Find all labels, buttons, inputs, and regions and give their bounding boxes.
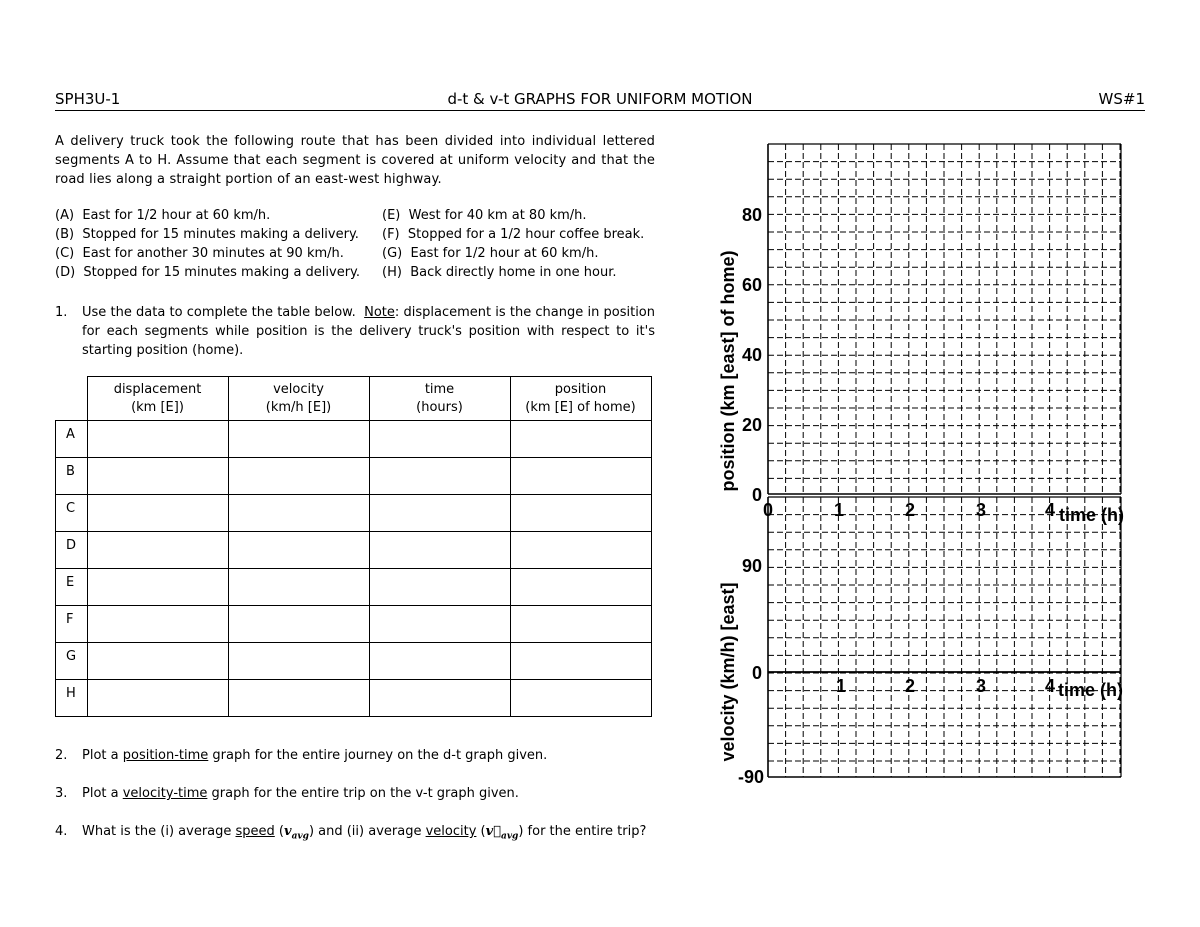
velocity-symbol: $v⃗_{avg}$: [485, 824, 519, 842]
col-displacement: displacement (km [E]): [87, 377, 228, 421]
table-row: E: [56, 569, 652, 606]
vt-x-tick: 3: [975, 676, 987, 696]
page-header: [55, 90, 1145, 111]
vt-graph-grid[interactable]: [768, 497, 1121, 777]
dt-x-tick: 1: [833, 500, 845, 520]
table-row: G: [56, 643, 652, 680]
question-2: 2. Plot a position-time graph for the entire journey on the d-t graph given.: [55, 748, 548, 763]
dt-y-tick: 60: [741, 275, 762, 295]
segment-b: (B) Stopped for 15 minutes making a delivery.: [55, 227, 359, 242]
segment-d: (D) Stopped for 15 minutes making a delivery.: [55, 265, 361, 280]
dt-y-tick: 80: [741, 205, 762, 225]
segment-f: (F) Stopped for a 1/2 hour coffee break.: [382, 227, 645, 242]
dt-y-axis-label: position (km [east] of home): [718, 250, 738, 492]
dt-x-tick: 4: [1044, 500, 1056, 520]
col-velocity: velocity (km/h [E]): [228, 377, 369, 421]
graphs: [700, 135, 1140, 785]
table-row: B: [56, 458, 652, 495]
dt-x-axis-label: time (h): [1059, 505, 1124, 525]
table-row: A: [56, 421, 652, 458]
vt-x-tick: 1: [835, 676, 847, 696]
question-3: 3. Plot a velocity-time graph for the entire trip on the v-t graph given.: [55, 786, 519, 801]
col-time: time (hours): [369, 377, 510, 421]
col-position: position (km [E] of home): [510, 377, 651, 421]
vt-y-tick: 0: [751, 663, 762, 683]
segment-a: (A) East for 1/2 hour at 60 km/h.: [55, 208, 271, 223]
segment-h: (H) Back directly home in one hour.: [382, 265, 617, 280]
table-row: F: [56, 606, 652, 643]
course-code: SPH3U-1: [55, 90, 121, 108]
worksheet-title: d-t & v-t GRAPHS FOR UNIFORM MOTION: [447, 90, 753, 108]
question-4: 4. What is the (i) average speed $(v_{avg})$ and (ii) average velocity $(v⃗_{avg})$ for the entire trip?: [55, 824, 647, 842]
question-1: 1. Use the data to complete the table below. Note: displacement is the change in position for each segments while position is the delivery truck's position with respect to it's starting position (home).: [55, 305, 655, 358]
dt-y-tick: 40: [741, 345, 762, 365]
segment-c: (C) East for another 30 minutes at 90 km/h.: [55, 246, 344, 261]
vt-y-tick: -90: [737, 767, 764, 785]
sheet-number: WS#1: [1098, 90, 1145, 108]
table-row: C: [56, 495, 652, 532]
dt-x-tick: 2: [904, 500, 916, 520]
dt-y-tick: 20: [741, 415, 762, 435]
dt-y-tick: 0: [751, 485, 762, 505]
vt-y-tick: 90: [741, 556, 762, 576]
segment-g: (G) East for 1/2 hour at 60 km/h.: [382, 246, 599, 261]
speed-symbol: $v_{avg}$: [284, 824, 309, 842]
intro-paragraph: A delivery truck took the following route that has been divided into individual lettered segments A to H. Assume that each segment is covered at uniform velocity and that the road lies along a straight portion of an east-west highway.: [55, 134, 655, 187]
motion-table: [55, 376, 652, 717]
dt-graph-grid[interactable]: [768, 144, 1121, 494]
segment-e: (E) West for 40 km at 80 km/h.: [382, 208, 587, 223]
vt-x-tick: 2: [904, 676, 916, 696]
vt-x-axis-label: time (h): [1058, 680, 1123, 700]
vt-y-axis-label: velocity (km/h) [east]: [718, 582, 738, 762]
table-row: D: [56, 532, 652, 569]
table-row: H: [56, 680, 652, 717]
vt-x-tick: 4: [1044, 676, 1056, 696]
dt-x-tick: 0: [762, 500, 774, 520]
dt-x-tick: 3: [975, 500, 987, 520]
